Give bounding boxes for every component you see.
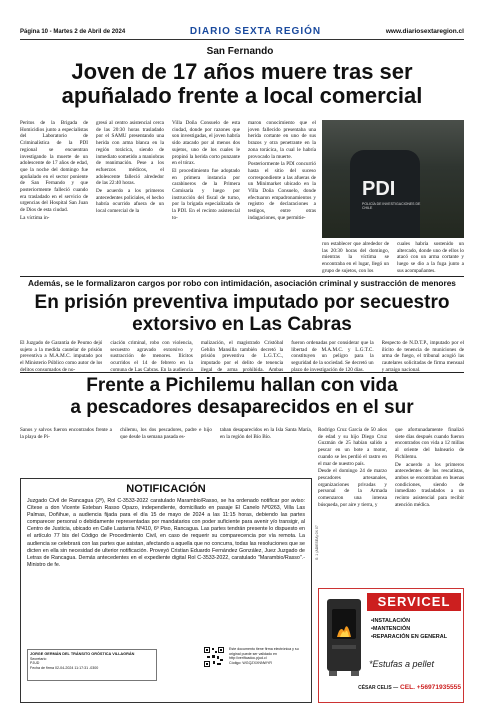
section-divider	[20, 372, 464, 373]
story2-column-3: malización, el magistrado Cristóbal Gehlin Mansilla también decretó la prisión preventiva de L.G.T.C., imputado por el delito de tenencia ilegal de arma prohibida. Ambas	[200, 340, 284, 372]
story3-headline-line1: Frente a Pichilemu hallan con vida	[86, 375, 398, 396]
story2-column-4: fueron ordenadas por considerar que la libertad de M.A.M.C. y L.G.T.C. constituyen un peligro para la seguridad de la sociedad. Se decretó un plazo de investigación de 120 días.	[291, 340, 374, 372]
story3-column-2: chilemu, los dos pescadores, padre e hijo que desde la semana pasada es-	[120, 427, 212, 440]
story2-column-1: El Juzgado de Garantía de Peumo dejó sujeto a la medida cautelar de prisión preventiva a M.A.M.C. imputado por el Ministerio Público como autor de los delitos consumados de no-	[20, 340, 103, 372]
story3-headline	[22, 375, 462, 419]
story1-headline-line2: apuñalado frente a local comercial	[61, 83, 423, 108]
paragraph: Desde el domingo 24 de marzo pescadores artesanales, organizaciones privadas y personal de la Armada comenzaron una intensa búsqueda, por aire y tierra, y	[318, 468, 387, 508]
story3-column-3: taban desaparecidos en la Isla Santa María, en la región del Bío Bío.	[220, 427, 312, 440]
qr-code-icon[interactable]	[203, 646, 225, 668]
story3-column-1: Sanos y salvos fueron encontrados frente a la playa de Pi-	[20, 427, 112, 440]
paragraph: que afortunadamente finalizó siete días después cuando fueron encontrados con vida a 12 millas al oriente del balneario de Pichilemu.	[395, 427, 464, 460]
ad-services-list	[371, 617, 447, 641]
story1-body-bottom	[322, 241, 464, 276]
story3-column-4	[318, 427, 387, 585]
ad-service-item: •MANTENCIÓN	[371, 626, 411, 632]
paragraph: ron establecer que alrededor de las 20:30 horas del domingo, mientras la víctima se encontraba en el lugar, llegó un grupo de sujetos, con los	[322, 241, 389, 274]
vest-logo-text: PDI	[362, 178, 396, 200]
ad-brand: SERVICEL	[367, 593, 461, 611]
servicel-advertisement[interactable]	[318, 588, 464, 703]
story3-body-left	[20, 427, 312, 475]
story3-column-5	[395, 427, 464, 585]
ad-service-item: •REPARACIÓN EN GENERAL	[371, 634, 448, 640]
paragraph: cuales habría sostenido un altercado, donde uno de ellos lo atacó con un arma cortante y luego se dio a la fuga junto a sus acompañantes.	[397, 241, 464, 274]
paragraph: Rodrigo Cruz García de 50 años de edad y su hijo Diego Cruz Guzmán de 25 habían salido a pescar en un bote a motor, cuando se les perdió el rastro en el mar de nuestro país.	[318, 427, 387, 467]
legal-notice-box	[20, 478, 312, 703]
qr-code-value: Código: WGQZXXNNWYR	[229, 660, 272, 665]
qr-description: Este documento tiene firma electrónica y su original puede ser validado en http://verificadoc.pjud.cl	[229, 647, 299, 661]
story3-body-right	[318, 427, 464, 585]
newspaper-url[interactable]: www.diariosextaregion.cl	[385, 28, 464, 35]
paragraph: El procedimiento fue adoptado en primera instancia por carabineros de la Primera Comisaría y luego por instrucción del fiscal de turno, por la brigada especializada de la PDI. En el recinto asistencial to-	[172, 167, 240, 221]
story1-column-5	[322, 241, 389, 276]
story1-column-1	[20, 120, 88, 276]
paragraph: De acuerdo a los primeros antecedentes de los rescatistas, ambos se encontraban en buenas condiciones, siendo de inmediato trasladados a un recinto asistencial para recibir atención médica.	[395, 461, 464, 508]
signer-name: JORGE GERMÁN DEL TRÁNSITO ORÓSTICA VILLAGRÁN	[30, 652, 135, 656]
pellet-stove-icon	[323, 597, 365, 677]
story1-headline-line1: Joven de 17 años muere tras ser	[71, 59, 413, 84]
story2-column-5: Respecto de N.D.T.P., imputado por el ilícito de tenencia de municiones de arma de fuego, el tribunal acogió las cautelares solicitadas de firma mensual y arraigo nacional.	[381, 340, 465, 372]
story1-photo-pdi-officer	[322, 120, 464, 238]
story2-headline-line1: En prisión preventiva imputado por secuestro	[34, 292, 450, 313]
story2-body	[20, 340, 464, 372]
ad-contact-name: CÉSAR CELIS —	[358, 685, 399, 691]
notice-title: NOTIFICACIÓN	[126, 483, 206, 495]
signature-date: Fecha de firma 02-04-2024 11:17:31 -0300	[30, 665, 99, 670]
story1-kicker: San Fernando	[206, 46, 274, 57]
notice-body: Juzgado Civil de Rancagua (2º), Rol C-3533-2022 caratulado Marambio/Rasso, se ha ordenado notificar por aviso: Cítese a don Vicente Esteban Rasso Opazo, independiente, domiciliado en pasaje El Canelo Nº0263, Villa Las Palmas, Doñihue, a audiencia fijada para el día 15 de mayo de 2024 a las 11:15 horas, debiendo las partes comparecer personal o debidamente representadas por mandatarios con poder suficiente para avenir y/o transigir, al Centro de Justicia, ubicado en Calle Lastarria Nº410, 6º Piso, Rancagua. Las partes tendrán presente lo dispuesto en el artículo 77 bis del Código de Procedimiento Civil, en caso de requerir su comparecencia por vía remota. La audiencia se celebrará con las partes que asistan, afectando a aquella que no concurra, todas las resoluciones que se dicten en ella sin necesidad de ulterior notificación. Proveyó Cristian Eduardo Fernández González, Juez Juzgado de Letras de Rancagua. Demás antecedentes en el expediente digital Rol C-3533-2022, caratulado "Marambio/Rasso".- Ministro de fe.	[27, 498, 305, 568]
paragraph: maron conocimiento que el joven fallecido presentaba una herida cortante en uno de sus brazos y otra penetrante en la zona torácica, la cual le habría provocado la muerte.	[248, 120, 316, 160]
section-divider	[20, 276, 464, 277]
paragraph: gresó al centro asistencial cerca de las 20:30 horas trasladado por el SAMU presentando una herida con arma blanca en la región torácica, siendo de inmediato sometido a maniobras de reanimación. Pese a los esfuerzos médicos, el adolescente falleció alrededor de las 22:40 horas.	[96, 120, 164, 187]
story1-column-2	[96, 120, 164, 276]
paragraph: Posteriormente la PDI concurrió hasta el sitio del suceso correspondiente a las afueras de un Minimarket ubicado en la Villa Doña Consuelo, donde efectuaron empadronamientos y registro de declaraciones a testigos, entre otras indagaciones, que permitie-	[248, 161, 316, 221]
vest-subtext: POLICÍA DE INVESTIGACIONES DE CHILE	[362, 202, 421, 210]
page-header	[20, 24, 464, 40]
story2-column-2: ciación criminal, robo con violencia, secuestro agravado extorsivo y sustracción de menores. Ilícitos ocurridos el 14 de febrero en la comuna de Las Cabras. En la audiencia	[110, 340, 193, 372]
paragraph: De acuerdo a los primeros antecedentes policiales, el hecho habría ocurrido afuera de un local comercial de la	[96, 188, 164, 215]
story1-headline	[22, 60, 462, 108]
ad-tagline: *Estufas a pellet	[369, 659, 435, 669]
page-number-date: Página 10 - Martes 2 de Abril de 2024	[20, 28, 126, 35]
signer-role: Secretario	[30, 656, 47, 661]
story1-column-3	[172, 120, 240, 276]
qr-validation-text	[229, 647, 307, 665]
story1-body-top	[20, 120, 316, 276]
story3-headline-line2: a pescadores desaparecidos en el sur	[70, 397, 414, 418]
story2-headline	[22, 292, 462, 336]
ad-service-item: •INSTALACIÓN	[371, 618, 411, 624]
story2-headline-line2: extorsivo en Las Cabras	[132, 314, 352, 335]
paragraph: La víctima in-	[20, 214, 50, 221]
paragraph: Villa Doña Consuelo de esta ciudad, donde por razones que son investigadas, el joven habría sido atacado por al menos dos sujetos, uno de los cuales le propinó la herida corto punzante en el tórax.	[172, 120, 240, 167]
paragraph: Peritos de la Brigada de Homicidios junto a especialistas del Laboratorio de Criminalística de la PDI regional se encuentran investigando la muerte de un adolescente de 17 años de edad, que la noche del domingo fue apuñalado en el sector poniente de San Fernando y que posteriormente falleció cuando era trasladado en el servicio de urgencias del Hospital San Juan de Dios de esta ciudad.	[20, 120, 88, 214]
vertical-ad-tag: S: 1 (ADIESEA) 0X 07	[315, 525, 319, 560]
story1-column-6	[397, 241, 464, 276]
story1-column-4	[248, 120, 316, 276]
story2-kicker: Además, se le formalizaron cargos por robo con intimidación, asociación criminal y sustracción de menores	[28, 278, 456, 288]
ad-contact	[323, 684, 461, 691]
ad-contact-phone[interactable]: CEL. +56971935555	[399, 684, 461, 691]
signer-dept: PJUD	[30, 661, 40, 666]
notice-signature-block	[27, 649, 157, 681]
newspaper-name: DIARIO SEXTA REGIÓN	[189, 26, 322, 37]
